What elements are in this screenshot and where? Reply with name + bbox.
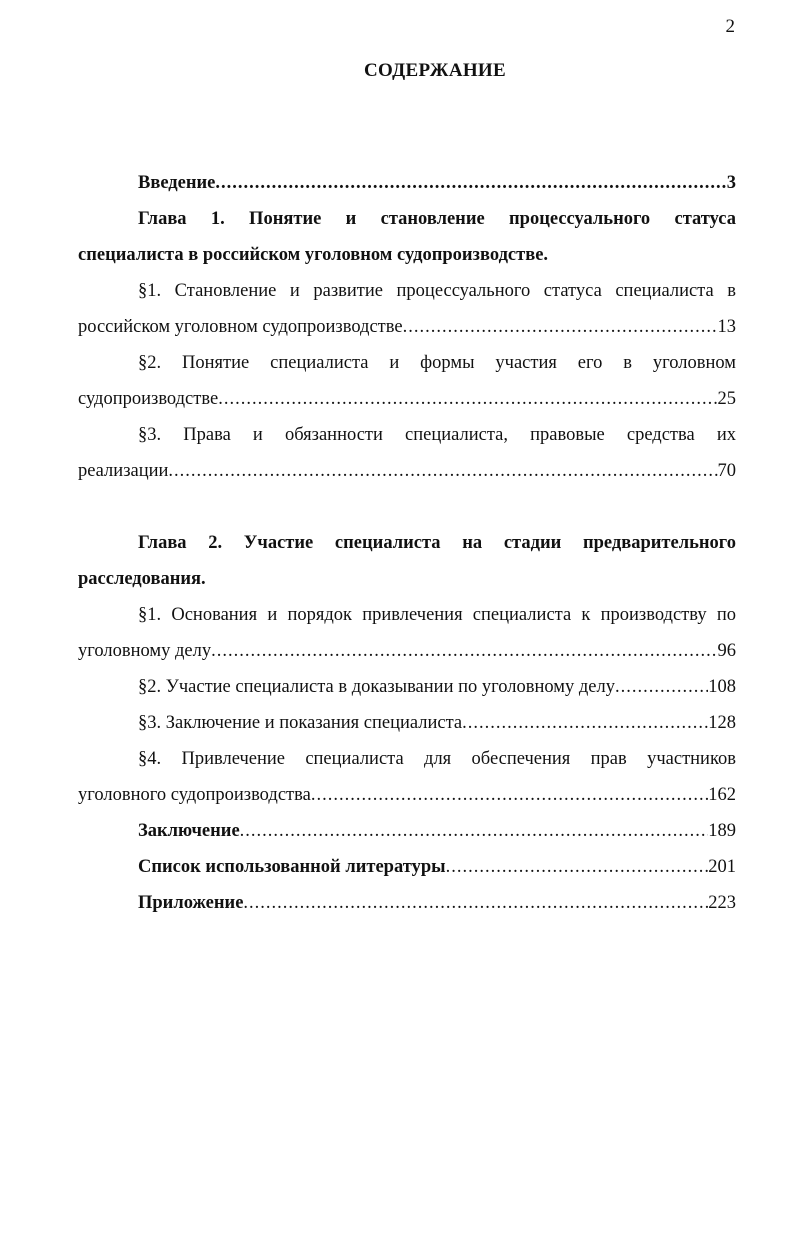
toc-entry-page: 223 — [708, 893, 736, 913]
dot-leader — [462, 705, 708, 741]
toc-entry-label: реализации — [78, 461, 169, 481]
chapter2-heading-line1: Глава 2. Участие специалиста на стадии предварительного — [138, 533, 736, 553]
ch1-s1-line2 — [78, 309, 736, 345]
ch1-s2-line1: §2. Понятие специалиста и формы участия его в уголовном — [138, 353, 736, 373]
toc-entry-label: Введение — [138, 173, 216, 193]
ch2-s1-line1: §1. Основания и порядок привлечения специалиста к производству по — [138, 605, 736, 625]
toc-entry-page: 162 — [708, 785, 736, 805]
toc-entry-page: 13 — [717, 317, 736, 337]
ch2-s1-line2 — [78, 633, 736, 669]
dot-leader — [615, 669, 708, 705]
dot-leader — [403, 309, 718, 345]
dot-leader — [446, 849, 709, 885]
page-number: 2 — [725, 16, 735, 37]
dot-leader — [218, 381, 717, 417]
ch2-s3 — [78, 705, 736, 741]
toc-entry-page: 3 — [726, 173, 736, 193]
toc-entry-label: уголовного судопроизводства — [78, 785, 311, 805]
toc-entry-page: 189 — [708, 821, 736, 841]
toc-entry-label: Заключение — [138, 821, 240, 841]
dot-leader — [240, 813, 709, 849]
ch2-s4-line1: §4. Привлечение специалиста для обеспечения прав участников — [138, 749, 736, 769]
dot-leader — [215, 165, 726, 201]
toc-entry-conclusion — [78, 813, 736, 849]
page-title: СОДЕРЖАНИЕ — [364, 60, 506, 81]
dot-leader — [211, 633, 717, 669]
ch1-s3-line1: §3. Права и обязанности специалиста, правовые средства их — [138, 425, 736, 445]
chapter2-heading-line2: расследования. — [78, 569, 206, 589]
spacer — [78, 489, 736, 525]
dot-leader — [243, 885, 708, 921]
toc-entry-page: 96 — [717, 641, 736, 661]
chapter1-heading-line1: Глава 1. Понятие и становление процессуального статуса — [138, 209, 736, 229]
toc-entry-label: уголовному делу — [78, 641, 212, 661]
ch2-s4-line2 — [78, 777, 736, 813]
ch1-s2-line2 — [78, 381, 736, 417]
dot-leader — [311, 777, 708, 813]
toc-entry-label: российском уголовном судопроизводстве — [78, 317, 403, 337]
chapter1-heading-line2: специалиста в российском уголовном судопроизводстве. — [78, 245, 549, 265]
table-of-contents — [78, 165, 736, 921]
toc-entry-bibliography — [78, 849, 736, 885]
toc-entry-page: 128 — [708, 713, 736, 733]
toc-entry-label: Приложение — [138, 893, 244, 913]
toc-entry-page: 70 — [717, 461, 736, 481]
toc-entry-label: §2. Участие специалиста в доказывании по уголовному делу — [138, 677, 615, 697]
toc-entry-appendix — [78, 885, 736, 921]
toc-entry-intro — [78, 165, 736, 201]
toc-entry-page: 201 — [708, 857, 736, 877]
toc-entry-page: 25 — [717, 389, 736, 409]
toc-entry-page: 108 — [708, 677, 736, 697]
ch1-s1-line1: §1. Становление и развитие процессуального статуса специалиста в — [138, 281, 736, 301]
toc-entry-label: §3. Заключение и показания специалиста — [138, 713, 463, 733]
ch2-s2 — [78, 669, 736, 705]
ch1-s3-line2 — [78, 453, 736, 489]
toc-entry-label: Список использованной литературы — [138, 857, 446, 877]
toc-entry-label: судопроизводстве — [78, 389, 219, 409]
dot-leader — [168, 453, 717, 489]
